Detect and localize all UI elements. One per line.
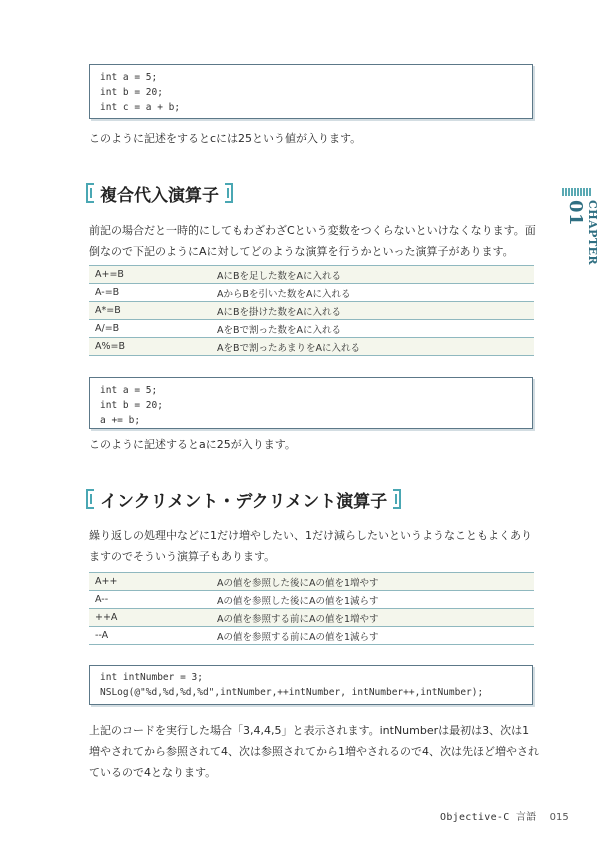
footer-title: Objective-C 言語 (440, 812, 537, 823)
bracket-right-icon (393, 489, 401, 509)
table-row (89, 573, 534, 591)
description-cell: AからBを引いた数をAに入れる (211, 284, 534, 302)
code-block-2 (89, 377, 533, 429)
operator-cell: A%=B (89, 338, 211, 356)
description-cell: AをBで割ったあまりをAに入れる (211, 338, 534, 356)
paragraph-1: このように記述をするとcには25という値が入ります。 (89, 132, 362, 145)
section-heading-2 (86, 486, 401, 512)
chapter-tab-ornament (562, 188, 592, 196)
code-line: int b = 20; (100, 400, 163, 411)
table-row (89, 302, 534, 320)
section-2-description: 繰り返しの処理中などに1だけ増やしたい、1だけ減らしたいというようなこともよくありますのでそういう演算子もあります。 (89, 529, 532, 563)
description-cell: Aの値を参照する前にAの値を1増やす (211, 609, 534, 627)
code-line: int a = 5; (100, 385, 158, 396)
code-block-1 (89, 64, 533, 119)
table-row (89, 284, 534, 302)
section-title: 複合代入演算子 (100, 185, 219, 206)
description-cell: Aの値を参照した後にAの値を1増やす (211, 573, 534, 591)
table-row (89, 591, 534, 609)
description-cell: Aの値を参照する前にAの値を1減らす (211, 627, 534, 645)
bracket-right-icon (225, 183, 233, 203)
section-heading-1 (86, 180, 233, 206)
chapter-tab (562, 188, 599, 273)
page-footer (440, 808, 569, 823)
operator-cell: --A (89, 627, 211, 645)
description-cell: AをBで割った数をAに入れる (211, 320, 534, 338)
section-title: インクリメント・デクリメント演算子 (100, 491, 388, 512)
table-row (89, 338, 534, 356)
bracket-left-icon (86, 183, 94, 203)
code-line: int c = a + b; (100, 102, 181, 113)
compound-operator-table (89, 265, 534, 356)
code-line: a += b; (100, 415, 141, 426)
bracket-left-icon (86, 489, 94, 509)
operator-cell: A-=B (89, 284, 211, 302)
description-cell: AにBを足した数をAに入れる (211, 266, 534, 284)
table-row (89, 320, 534, 338)
operator-cell: A/=B (89, 320, 211, 338)
code-line: int intNumber = 3; (100, 672, 203, 683)
code-line: NSLog(@"%d,%d,%d,%d",intNumber,++intNumber, intNumber++,intNumber); (100, 687, 484, 698)
table-row (89, 609, 534, 627)
operator-cell: A-- (89, 591, 211, 609)
operator-cell: A++ (89, 573, 211, 591)
operator-cell: ++A (89, 609, 211, 627)
paragraph-2: このように記述するとaに25が入ります。 (89, 438, 296, 451)
code-block-3 (89, 665, 533, 705)
paragraph-3: 上記のコードを実行した場合「3,4,4,5」と表示されます。intNumberは最初は3、次は1増やされてから参照されて4、次は参照されてから1増やされるので4、次は先ほど増やされているので4となります。 (89, 724, 539, 779)
description-cell: Aの値を参照した後にAの値を1減らす (211, 591, 534, 609)
operator-cell: A*=B (89, 302, 211, 320)
page-number: 015 (549, 812, 569, 823)
chapter-label (565, 200, 599, 273)
operator-cell: A+=B (89, 266, 211, 284)
description-cell: AにBを掛けた数をAに入れる (211, 302, 534, 320)
increment-operator-table (89, 572, 534, 645)
chapter-number: 01 (565, 200, 586, 227)
section-1-description: 前記の場合だと一時的にしてもわざわざCという変数をつくらないといけなくなります。面倒なので下記のようにAに対してどのような演算を行うかといった演算子があります。 (89, 224, 536, 258)
code-line: int a = 5; (100, 72, 158, 83)
code-line: int b = 20; (100, 87, 163, 98)
chapter-text: CHAPTER (586, 200, 599, 266)
table-row (89, 266, 534, 284)
table-row (89, 627, 534, 645)
